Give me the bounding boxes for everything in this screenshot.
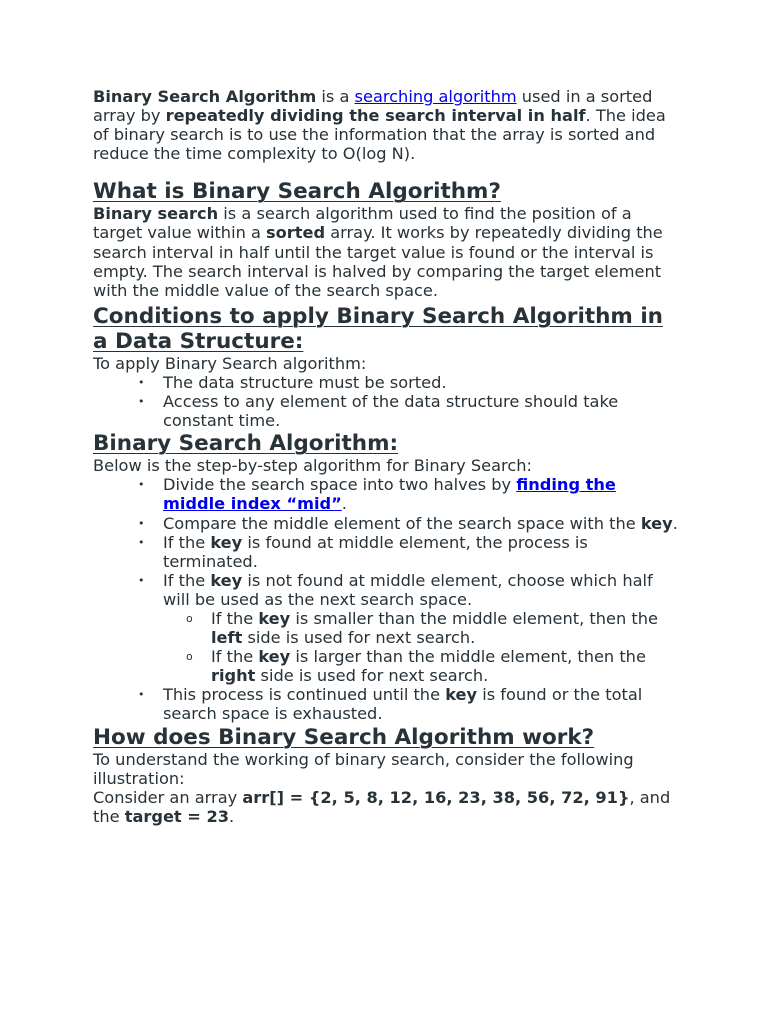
step2-end: .: [672, 513, 678, 533]
algorithm-steps-list: [93, 475, 683, 609]
sub2-key: key: [258, 647, 291, 667]
algorithm-substeps-list: [93, 609, 683, 685]
step3-text-b: is found at middle element, the process is terminated.: [163, 532, 588, 571]
step3-key: key: [210, 532, 243, 552]
sub2-text-c: side is used for next search.: [255, 666, 489, 686]
list-item: • Access to any element of the data structure should take constant time.: [93, 392, 683, 430]
list-item: [93, 571, 683, 609]
step5-text-b: is found or the total search space is exhausted.: [163, 685, 643, 724]
step4-key: key: [210, 570, 243, 590]
list-item: [93, 647, 683, 685]
intro-text-3: . The idea of binary search is to use the information that the array is sorted and reduce the time complexity to O(log N).: [93, 106, 666, 164]
step2-text: Compare the middle element of the search space with the: [163, 513, 641, 533]
sub2-text-b: is larger than the middle element, then the: [290, 647, 646, 667]
heading-conditions: Conditions to apply Binary Search Algorithm in a Data Structure:: [93, 303, 663, 354]
heading-how-it-works: How does Binary Search Algorithm work?: [93, 724, 595, 750]
algorithm-lead: Below is the step-by-step algorithm for Binary Search:: [93, 456, 532, 476]
how-paragraph-1: To understand the working of binary search, consider the following illustration:: [93, 749, 634, 788]
sub1-side: left: [211, 628, 243, 648]
document-page: [93, 87, 683, 826]
list-item: [93, 514, 683, 533]
what-paragraph: [93, 204, 683, 299]
sub2-side: right: [211, 666, 256, 686]
intro-bold-phrase: repeatedly dividing the search interval in half: [165, 106, 586, 126]
what-text-2: array. It works by repeatedly dividing the search interval in half until the target value is found or the interval is empty. The search interval is halved by comparing the target element with the middle value of the search space.: [93, 223, 663, 300]
step5-key: key: [445, 685, 478, 705]
list-item: [93, 475, 683, 513]
sub2-text-a: If the: [211, 647, 259, 667]
intro-text-2: used in a sorted array by: [93, 87, 653, 126]
step1-text: Divide the search space into two halves by: [163, 475, 517, 495]
heading-algorithm: Binary Search Algorithm:: [93, 431, 399, 457]
array-definition: arr[] = {2, 5, 8, 12, 16, 23, 38, 56, 72, 91}: [242, 787, 630, 807]
algorithm-final-step-list: [93, 685, 683, 723]
intro-text-1: is a: [316, 87, 355, 106]
sub1-text-c: side is used for next search.: [242, 628, 476, 648]
step3-text-a: If the: [163, 532, 211, 552]
step2-key: key: [640, 513, 673, 533]
sub1-text-b: is smaller than the middle element, then the: [290, 608, 658, 628]
how-text-c: .: [229, 806, 235, 826]
what-sorted: sorted: [266, 223, 326, 243]
conditions-lead: To apply Binary Search algorithm:: [93, 353, 367, 373]
how-text-a: Consider an array: [93, 787, 243, 807]
searching-algorithm-link[interactable]: searching algorithm: [354, 87, 517, 106]
list-item: [93, 685, 683, 723]
how-text-b: , and the: [93, 787, 671, 826]
sub1-text-a: If the: [211, 608, 259, 628]
how-paragraph-2: [93, 788, 683, 826]
conditions-list: [93, 373, 683, 430]
what-term: Binary search: [93, 204, 219, 224]
step4-text-a: If the: [163, 570, 211, 590]
sub1-key: key: [258, 608, 291, 628]
step1-end: .: [341, 494, 347, 514]
intro-paragraph: [93, 87, 683, 163]
step4-text-b: is not found at middle element, choose which half will be used as the next search space.: [163, 570, 653, 609]
list-item: • The data structure must be sorted.: [93, 373, 683, 392]
what-text-1: is a search algorithm used to find the position of a target value within a: [93, 204, 632, 243]
intro-term: Binary Search Algorithm: [93, 87, 317, 106]
list-item: [93, 609, 683, 647]
middle-index-link[interactable]: finding the middle index “mid”: [163, 475, 616, 514]
step5-text-a: This process is continued until the: [163, 685, 446, 705]
target-definition: target = 23: [124, 806, 230, 826]
list-item: [93, 533, 683, 571]
heading-what-is: What is Binary Search Algorithm?: [93, 179, 501, 205]
